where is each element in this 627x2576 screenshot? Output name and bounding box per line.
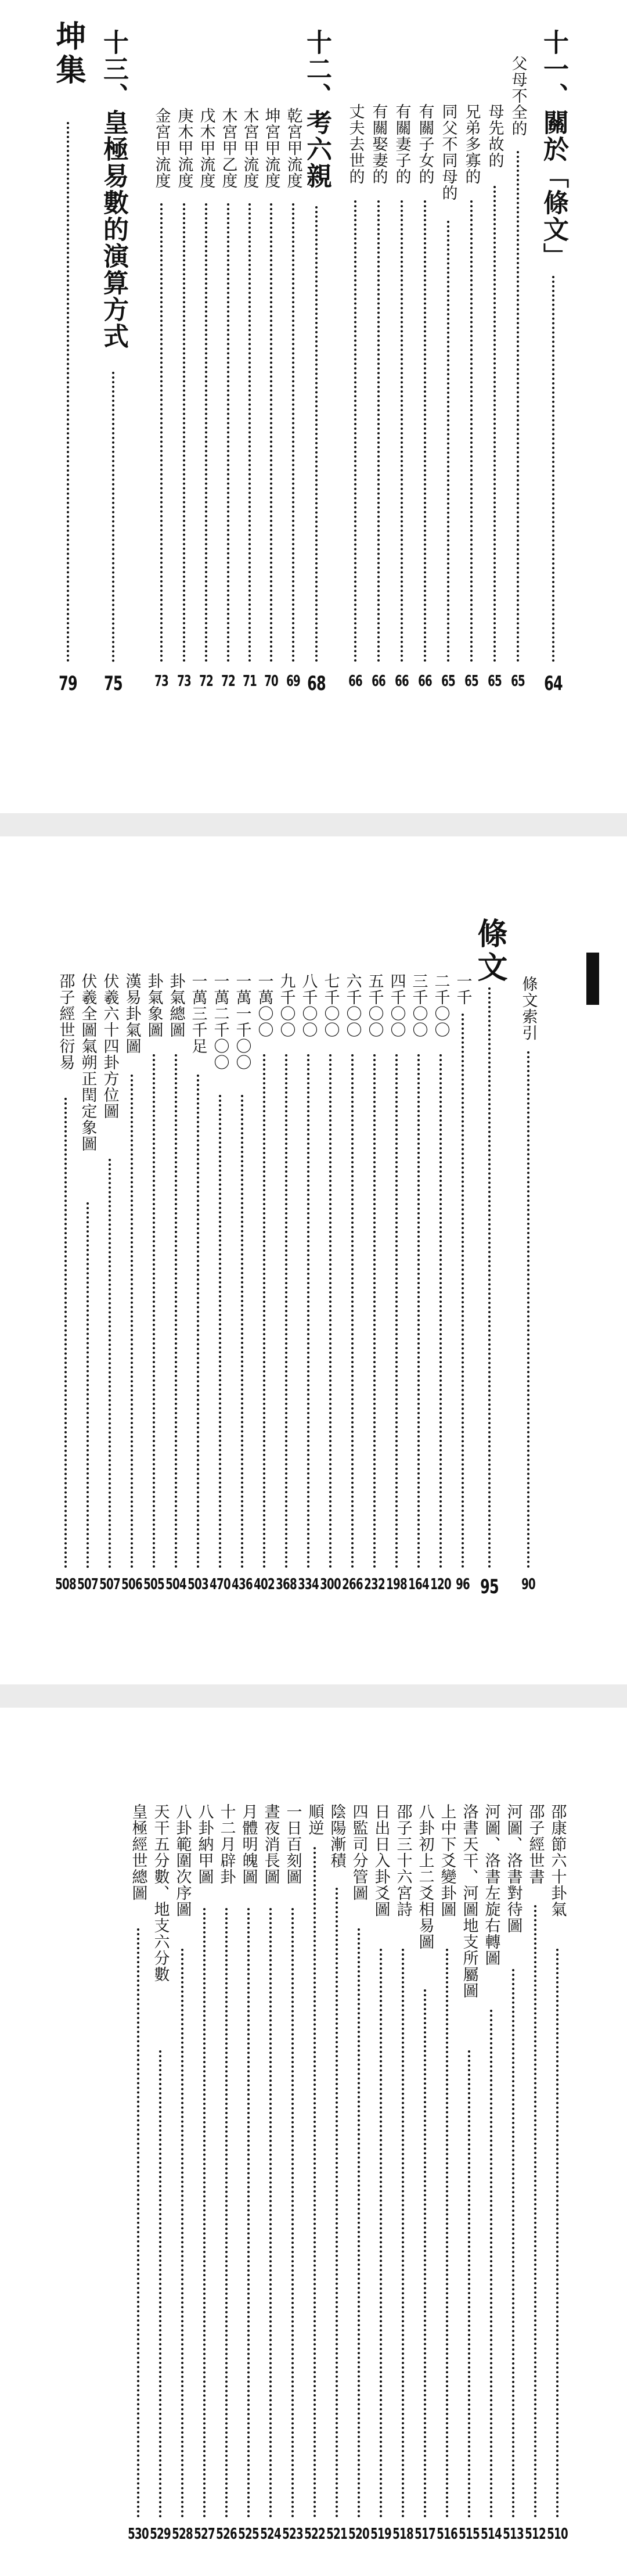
page-number: 66 [348, 673, 362, 690]
toc-entry-title[interactable]: 陰陽漸積 [327, 1803, 346, 1869]
toc-entry-title[interactable]: 十三、皇極易數的演算方式 [99, 29, 128, 350]
dot-leader [307, 1054, 309, 1568]
page-number: 65 [511, 673, 525, 690]
toc-entry-title[interactable]: 四監司分管圖 [349, 1803, 368, 1901]
page-number: 436 [232, 1576, 253, 1593]
page-number: 65 [441, 673, 455, 690]
dot-leader [285, 1054, 287, 1568]
toc-entry-title[interactable]: 八卦納甲圖 [195, 1803, 214, 1885]
toc-entry-title[interactable]: 十一、關於「條文」 [539, 29, 568, 270]
dot-leader [446, 1949, 448, 2518]
page-number: 73 [177, 673, 191, 690]
toc-entry-title[interactable]: 丈夫去世的 [346, 103, 365, 185]
dot-leader [377, 200, 380, 662]
toc-entry-title[interactable]: 五千〇〇 [365, 973, 384, 1038]
page-number: 65 [488, 673, 502, 690]
dot-leader [493, 186, 496, 662]
toc-entry-title[interactable]: 條文 [472, 918, 507, 985]
toc-entry-title[interactable]: 四千〇〇 [387, 973, 406, 1038]
page-number: 96 [456, 1576, 470, 1593]
page-number: 470 [210, 1576, 230, 1593]
dot-leader [270, 203, 272, 662]
dot-leader [424, 1989, 426, 2518]
toc-entry-title[interactable]: 坤集 [51, 20, 85, 88]
page-number: 513 [503, 2525, 524, 2543]
page-number: 519 [370, 2525, 391, 2543]
page-number: 521 [326, 2525, 347, 2543]
toc-entry-title[interactable]: 乾宮甲流度 [284, 107, 302, 189]
dot-leader [225, 1908, 228, 2518]
dot-leader [67, 122, 69, 662]
page-number: 515 [459, 2525, 480, 2543]
dot-leader [354, 200, 356, 662]
dot-leader [160, 203, 163, 662]
toc-entry-title[interactable]: 邵子經世書 [526, 1803, 545, 1885]
page-number: 517 [415, 2525, 435, 2543]
page-number: 75 [104, 672, 122, 695]
page-number: 71 [243, 673, 257, 690]
toc-entry-title[interactable]: 月體明魄圖 [239, 1803, 258, 1885]
toc-entry-title[interactable]: 河圖、洛書左旋右轉圖 [482, 1803, 500, 1966]
page-number: 232 [364, 1576, 385, 1593]
toc-entry-title[interactable]: 邵子三十六宮詩 [394, 1803, 412, 1917]
toc-entry-title[interactable]: 洛書天干、河圖地支所屬圖 [460, 1803, 478, 1999]
toc-entry-title[interactable]: 卦氣象圖 [145, 973, 163, 1038]
dot-leader [470, 200, 473, 662]
page-number: 525 [238, 2525, 259, 2543]
toc-entry-title[interactable]: 坤宮甲流度 [262, 107, 280, 189]
dot-leader [183, 203, 185, 662]
toc-entry-title[interactable]: 一萬二千〇〇 [211, 973, 229, 1070]
dot-leader [269, 1908, 272, 2518]
toc-entry-title[interactable]: 有關娶妻的 [369, 103, 388, 185]
page-number: 520 [348, 2525, 369, 2543]
dot-leader [490, 2010, 492, 2518]
page-number: 164 [408, 1576, 429, 1593]
toc-entry-title[interactable]: 戊木甲流度 [197, 107, 215, 189]
page-number: 506 [121, 1576, 142, 1593]
dot-leader [315, 206, 318, 662]
dot-leader [517, 151, 519, 662]
dot-leader [534, 1905, 536, 2518]
dot-leader [291, 1908, 294, 2518]
toc-entry-title[interactable]: 木宮甲流度 [240, 107, 259, 189]
page-number: 508 [55, 1576, 76, 1593]
toc-entry-title[interactable]: 順逆 [305, 1803, 324, 1836]
page-number: 120 [430, 1576, 451, 1593]
dot-leader [153, 1054, 155, 1568]
page-number: 507 [99, 1576, 120, 1593]
page-gap [0, 813, 627, 836]
dot-leader [527, 1051, 529, 1568]
page-number: 523 [282, 2525, 303, 2543]
page-number: 526 [216, 2525, 237, 2543]
page-number: 64 [544, 672, 563, 695]
toc-entry-title[interactable]: 一萬〇〇 [255, 973, 273, 1038]
toc-page-2 [0, 836, 627, 1684]
page-number: 530 [128, 2525, 149, 2543]
dot-leader [552, 276, 554, 662]
page-number: 73 [154, 673, 168, 690]
page-number: 69 [286, 673, 300, 690]
dot-leader [64, 1098, 67, 1568]
page-number: 70 [264, 673, 278, 690]
page-number: 68 [307, 672, 326, 695]
page-number: 266 [342, 1576, 363, 1593]
dot-leader [468, 2050, 470, 2518]
dot-leader [159, 2050, 161, 2518]
dot-leader [263, 1054, 265, 1568]
toc-entry-title[interactable]: 卦氣總圖 [167, 973, 185, 1038]
toc-entry-title[interactable]: 一日百刻圖 [283, 1803, 302, 1885]
page-number: 90 [521, 1576, 535, 1593]
toc-entry-title[interactable]: 一萬一千〇〇 [233, 973, 251, 1070]
page-number: 527 [194, 2525, 215, 2543]
page-number: 300 [320, 1576, 341, 1593]
toc-entry-title[interactable]: 十二月辟卦 [217, 1803, 236, 1885]
page-number: 198 [386, 1576, 407, 1593]
dot-leader [358, 1928, 360, 2518]
page-number: 507 [77, 1576, 98, 1593]
dot-leader [462, 1014, 464, 1568]
toc-entry-title[interactable]: 六千〇〇 [343, 973, 362, 1038]
page-number: 402 [254, 1576, 275, 1593]
dot-leader [292, 203, 294, 662]
toc-entry-title[interactable]: 河圖、洛書對待圖 [504, 1803, 522, 1934]
toc-entry-title[interactable]: 庚木甲流度 [175, 107, 193, 189]
dot-leader [380, 1949, 382, 2518]
page-number: 72 [199, 673, 213, 690]
page-number: 504 [165, 1576, 186, 1593]
dot-leader [175, 1054, 177, 1568]
dot-leader [447, 221, 449, 662]
page-number: 72 [221, 673, 235, 690]
toc-entry-title[interactable]: 上中下爻變卦圖 [438, 1803, 456, 1917]
dot-leader [329, 1054, 331, 1568]
toc-entry-title[interactable]: 父母不全的 [509, 55, 527, 136]
toc-entry-title[interactable]: 一千 [453, 973, 472, 1005]
toc-entry-title[interactable]: 兄弟多寡的 [462, 103, 481, 185]
dot-leader [248, 203, 251, 662]
dot-leader [512, 1969, 514, 2518]
toc-entry-title[interactable]: 九千〇〇 [277, 973, 296, 1038]
toc-entry-title[interactable]: 伏羲全圖氣朔正閏定象圖 [78, 973, 97, 1152]
toc-entry-title[interactable]: 二千〇〇 [431, 973, 450, 1038]
toc-entry-title[interactable]: 有關子女的 [416, 103, 434, 185]
toc-entry-title[interactable]: 皇極經世總圖 [129, 1803, 147, 1901]
toc-entry-title[interactable]: 八卦初上二爻相易圖 [416, 1803, 434, 1950]
dot-leader [205, 203, 207, 662]
dot-leader [112, 372, 114, 662]
toc-entry-title[interactable]: 三千〇〇 [409, 973, 428, 1038]
page-number: 66 [418, 673, 432, 690]
dot-leader [247, 1908, 250, 2518]
dot-leader [137, 1928, 139, 2518]
toc-entry-title[interactable]: 七千〇〇 [321, 973, 340, 1038]
dot-leader [417, 1054, 420, 1568]
dot-leader [373, 1054, 376, 1568]
dot-leader [181, 1949, 183, 2518]
toc-entry-title[interactable]: 漢易卦氣圖 [122, 973, 141, 1054]
toc-entry-title[interactable]: 邵康節六十卦氣 [548, 1803, 567, 1917]
dot-leader [109, 1159, 111, 1568]
page-number: 66 [395, 673, 409, 690]
toc-entry-title[interactable]: 十二、考六親 [302, 29, 331, 189]
toc-entry-title[interactable]: 天干五分數、地支六分數 [151, 1803, 170, 1982]
page-edge-mark [586, 953, 599, 1005]
toc-entry-title[interactable]: 伏羲六十四卦方位圖 [100, 973, 119, 1119]
toc-entry-title[interactable]: 邵子經世衍易 [56, 973, 75, 1070]
page-number: 503 [188, 1576, 208, 1593]
page-number: 66 [372, 673, 385, 690]
dot-leader [395, 1054, 398, 1568]
dot-leader [424, 200, 426, 662]
toc-entry-title[interactable]: 金宮甲流度 [152, 107, 171, 189]
toc-entry-title[interactable]: 日出日入卦爻圖 [372, 1803, 390, 1917]
dot-leader [241, 1095, 243, 1568]
page-number: 505 [143, 1576, 164, 1593]
page-number: 65 [464, 673, 478, 690]
toc-entry-title[interactable]: 母先故的 [485, 103, 504, 168]
dot-leader [402, 1949, 404, 2518]
dot-leader [227, 203, 229, 662]
dot-leader [401, 200, 403, 662]
page-number: 529 [150, 2525, 171, 2543]
toc-entry-title[interactable]: 八千〇〇 [299, 973, 318, 1038]
page-number: 514 [481, 2525, 502, 2543]
page-number: 524 [260, 2525, 281, 2543]
dot-leader [131, 1075, 133, 1568]
page-number: 79 [59, 672, 77, 695]
page-number: 518 [392, 2525, 413, 2543]
dot-leader [556, 1949, 558, 2518]
dot-leader [351, 1054, 354, 1568]
dot-leader [336, 1888, 338, 2518]
page-number: 528 [172, 2525, 193, 2543]
toc-entry-title[interactable]: 條文索引 [519, 976, 538, 1041]
toc-entry-title[interactable]: 同父不同母的 [439, 103, 457, 201]
dot-leader [314, 1847, 316, 2518]
page-number: 510 [547, 2525, 568, 2543]
dot-leader [219, 1095, 221, 1568]
toc-entry-title[interactable]: 一萬三千足 [189, 973, 207, 1054]
page-number: 368 [276, 1576, 297, 1593]
page-gap [0, 1684, 627, 1708]
page-number: 334 [298, 1576, 319, 1593]
dot-leader [488, 987, 491, 1568]
toc-entry-title[interactable]: 晝夜消長圖 [261, 1803, 280, 1885]
dot-leader [203, 1908, 206, 2518]
dot-leader [439, 1054, 442, 1568]
page-number: 516 [437, 2525, 457, 2543]
dot-leader [87, 1202, 89, 1568]
toc-entry-title[interactable]: 木宮甲乙度 [219, 107, 237, 189]
page-number: 512 [525, 2525, 546, 2543]
page-number: 95 [480, 1575, 499, 1598]
toc-entry-title[interactable]: 有關妻子的 [392, 103, 411, 185]
dot-leader [197, 1075, 199, 1568]
page-number: 522 [304, 2525, 325, 2543]
toc-entry-title[interactable]: 八卦範圍次序圖 [173, 1803, 192, 1917]
